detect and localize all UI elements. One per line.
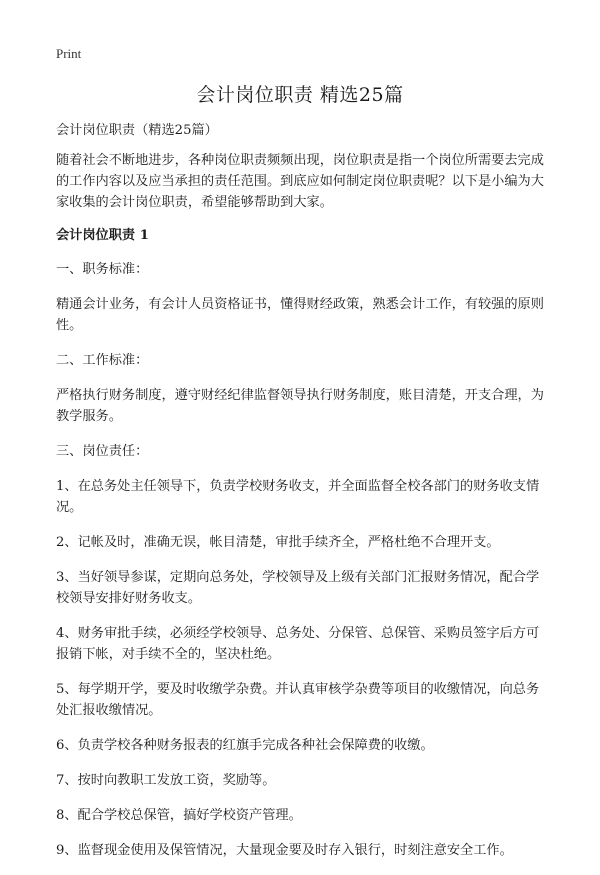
list-item: 9、监督现金使用及保管情况，大量现金要及时存入银行，时刻注意安全工作。	[56, 843, 513, 858]
list-item: 3、当好领导参谋，定期向总务处，学校领导及上级有关部门汇报财务情况，配合学校领导安排好财务收支。	[56, 570, 540, 606]
paragraph-job-standard: 精通会计业务，有会计人员资格证书，懂得财经政策，熟悉会计工作，有较强的原则性。	[56, 297, 544, 333]
heading-job-standard: 一、职务标准：	[56, 262, 149, 277]
section-heading: 会计岗位职责 1	[56, 228, 149, 243]
paragraph-work-standard: 严格执行财务制度，遵守财经纪律监督领导执行财务制度，账目清楚，开支合理，为教学服务。	[56, 388, 544, 424]
list-item: 5、每学期开学，要及时收缴学杂费。并认真审核学杂费等项目的收缴情况，向总务处汇报收缴情况。	[56, 682, 540, 718]
print-link[interactable]: Print	[56, 46, 82, 61]
list-item: 4、财务审批手续，必须经学校领导、总务处、分保管、总保管、采购员签字后方可报销下帐，对手续不全的，坚决杜绝。	[56, 626, 540, 662]
heading-work-standard: 二、工作标准：	[56, 353, 149, 368]
document-body	[56, 120, 548, 875]
intro-paragraph: 随着社会不断地进步，各种岗位职责频频出现，岗位职责是指一个岗位所需要去完成的工作内容以及应当承担的责任范围。到底应如何制定岗位职责呢？以下是小编为大家收集的会计岗位职责，希望能够帮助到大家。	[56, 153, 544, 210]
list-item: 6、负责学校各种财务报表的红旗手完成各种社会保障费的收缴。	[56, 738, 434, 753]
document-title: 会计岗位职责 精选25篇	[196, 84, 404, 106]
list-item: 8、配合学校总保管，搞好学校资产管理。	[56, 808, 302, 823]
list-item: 1、在总务处主任领导下，负责学校财务收支，并全面监督全校各部门的财务收支情况。	[56, 479, 540, 515]
list-item: 7、按时向教职工发放工资，奖励等。	[56, 773, 276, 788]
list-item: 2、记帐及时，准确无误，帐目清楚，审批手续齐全，严格杜绝不合理开支。	[56, 535, 500, 550]
document-subtitle: 会计岗位职责（精选25篇）	[56, 123, 218, 138]
heading-responsibilities: 三、岗位责任：	[56, 444, 149, 459]
